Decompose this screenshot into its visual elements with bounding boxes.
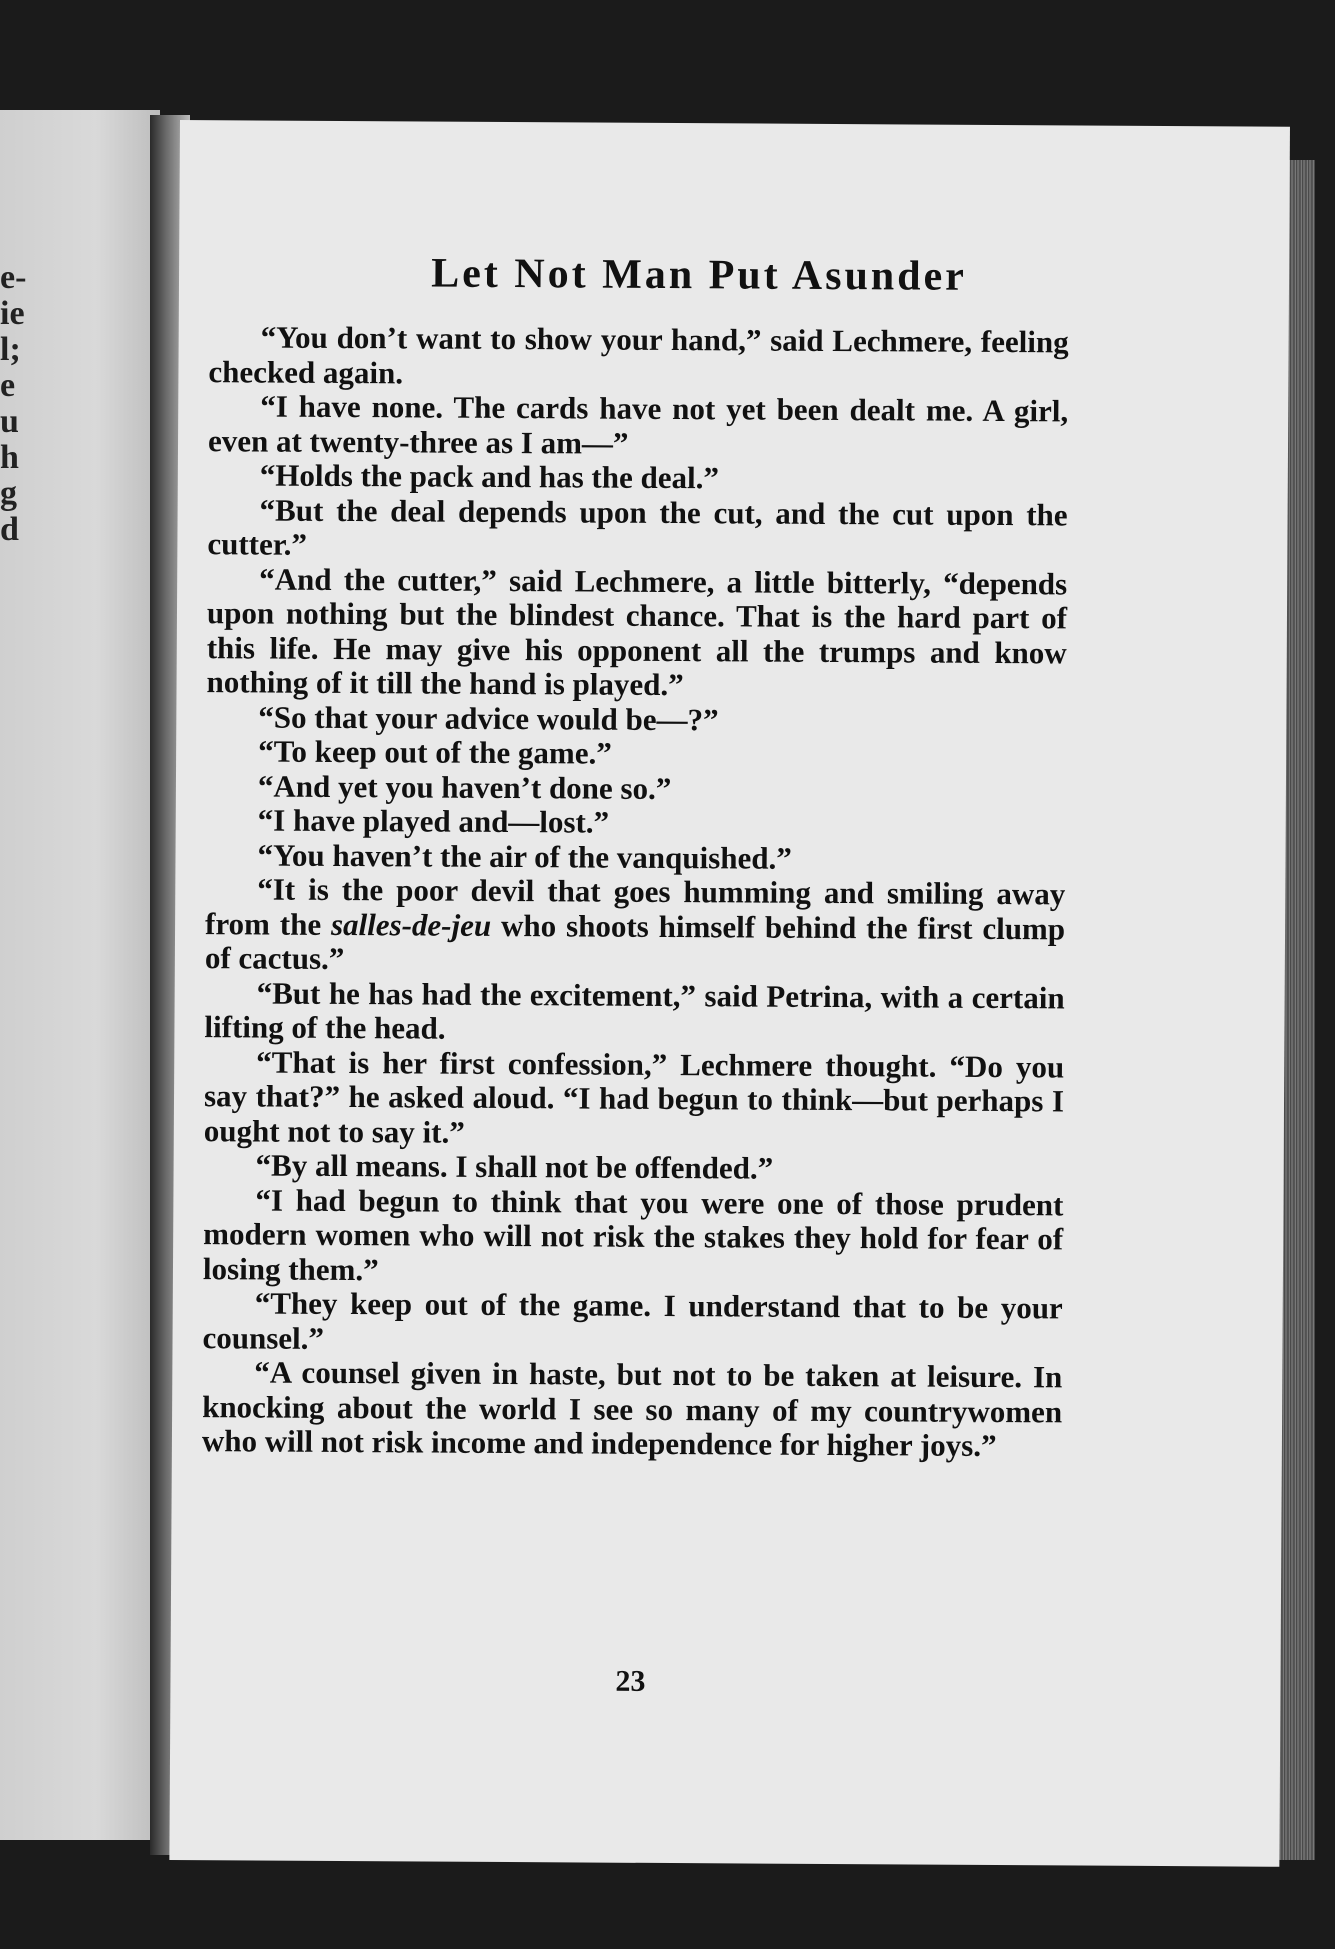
paragraph: “And yet you haven’t done so.” [257,767,672,806]
facing-page-fragment: u [0,403,19,440]
facing-page-fragment: d [0,511,19,548]
paragraph: “They keep out of the game. I understand that to be your counsel.” [202,1285,1063,1356]
book-page [169,120,1290,1867]
paragraph: “I had begun to think that you were one of those prudent modern women who will not risk the stakes they hold for fear of losing them.” [202,1181,1064,1287]
paragraph: “To keep out of the game.” [258,733,612,771]
paragraph: “By all means. I shall not be offended.” [255,1147,774,1186]
italic-phrase: salles-de-jeu [330,906,492,943]
facing-page-fragment: e- [0,259,27,296]
page-number: 23 [615,1664,646,1698]
paragraph: “I have none. The cards have not yet been dealt me. A girl, even at twenty-three as I am—” [207,388,1069,461]
paragraph-text: who shoots himself behind the first clump of cactus.” [204,907,1066,977]
facing-page-fragment: g [0,475,17,512]
paragraph-text: “It is the poor devil that goes humming and smiling away from the [204,871,1066,942]
facing-page-fragment: ie [0,295,25,332]
paragraph: “So that your advice would be—?” [258,698,719,737]
facing-page-fragment: e [0,367,16,404]
paragraph: “You don’t want to show your hand,” said Lechmere, feeling checked again. [208,319,1069,390]
paragraph: “That is her first confession,” Lechmere thought. “Do you say that?” he asked aloud. “I had begun to think—but perhaps I ought not to say it.” [203,1043,1065,1150]
paragraph: “You haven’t the air of the vanquished.” [257,836,792,876]
paragraph: “But the deal depends upon the cut, and the cut upon the cutter.” [207,491,1068,562]
paragraph: “But he has had the excitement,” said Petrina, with a certain lifting of the head. [204,974,1065,1046]
page-body [202,320,1069,1464]
paragraph: “And the cutter,” said Lechmere, a little bitterly, “depends upon nothing but the blindest chance. That is the hard part of this life. He may give his opponent all the trumps and know nothing of it till the hand is played.” [206,560,1068,703]
paragraph-salles [205,872,1066,981]
paragraph: “I have played and—lost.” [257,802,610,840]
facing-page-fragment: h [0,439,19,476]
facing-page-edge [0,110,160,1840]
facing-page-fragment: l; [0,331,21,368]
paragraph: “A counsel given in haste, but not to be taken at leisure. In knocking about the world I see so many of my countrywomen who will not risk income and independence for higher joys.” [201,1354,1063,1464]
paragraph: “Holds the pack and has the deal.” [259,457,720,496]
running-head: Let Not Man Put Asunder [431,250,968,300]
